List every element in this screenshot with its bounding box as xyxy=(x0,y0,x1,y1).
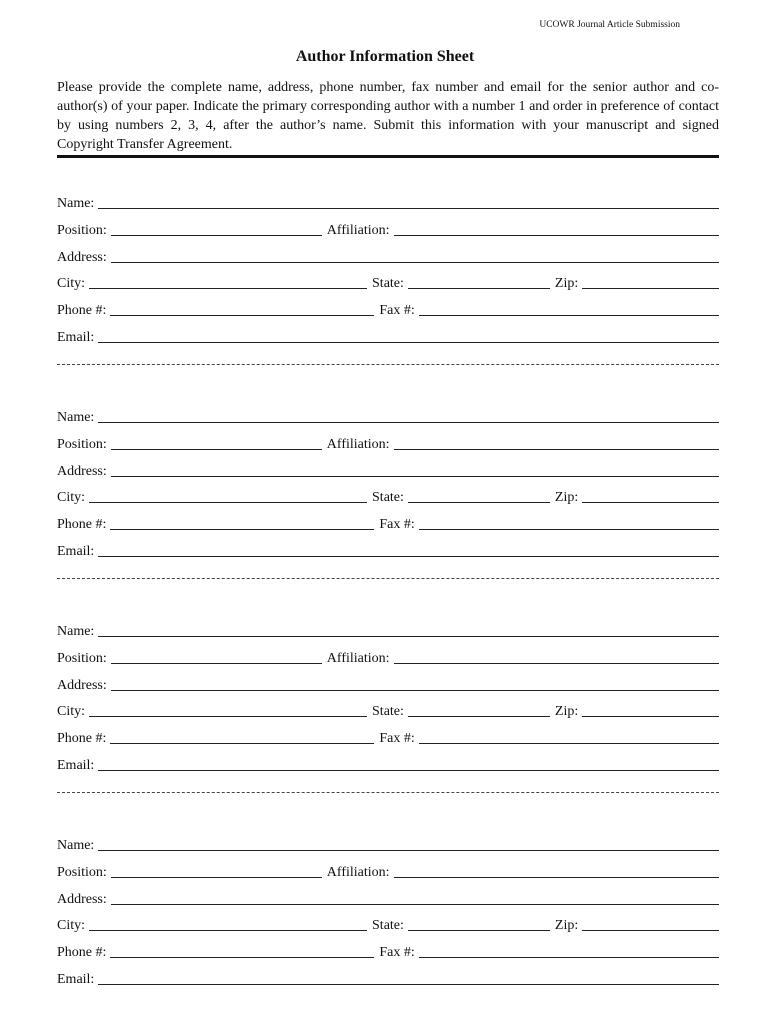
field-row xyxy=(57,888,719,908)
address-field[interactable] xyxy=(111,476,719,477)
fax-label: Fax #: xyxy=(379,303,415,318)
state-label: State: xyxy=(372,704,404,719)
field-row xyxy=(57,620,719,640)
zip-label: Zip: xyxy=(554,704,579,719)
city-label: City: xyxy=(57,490,86,505)
state-label: State: xyxy=(372,276,404,291)
phone-label: Phone #: xyxy=(57,945,107,960)
email-field[interactable] xyxy=(98,984,719,985)
field-row xyxy=(57,219,719,239)
field-row xyxy=(57,968,719,988)
state-field[interactable] xyxy=(408,502,550,503)
state-label: State: xyxy=(372,918,404,933)
field-row xyxy=(57,861,719,881)
affiliation-label: Affiliation: xyxy=(326,865,390,880)
email-label: Email: xyxy=(57,758,95,773)
position-field[interactable] xyxy=(111,449,322,450)
address-label: Address: xyxy=(57,678,107,693)
field-row xyxy=(57,941,719,961)
phone-field[interactable] xyxy=(110,743,374,744)
affiliation-label: Affiliation: xyxy=(326,223,390,238)
email-field[interactable] xyxy=(98,770,719,771)
city-field[interactable] xyxy=(89,288,367,289)
page-title: Author Information Sheet xyxy=(295,48,475,65)
section-divider xyxy=(57,578,719,579)
name-field[interactable] xyxy=(98,208,719,209)
fax-field[interactable] xyxy=(419,957,719,958)
name-label: Name: xyxy=(57,410,95,425)
state-field[interactable] xyxy=(408,930,550,931)
address-field[interactable] xyxy=(111,690,719,691)
city-field[interactable] xyxy=(89,930,367,931)
header-rule xyxy=(57,155,719,158)
header-note: UCOWR Journal Article Submission xyxy=(539,20,680,30)
field-row xyxy=(57,486,719,506)
position-label: Position: xyxy=(57,651,107,666)
zip-label: Zip: xyxy=(554,918,579,933)
field-row xyxy=(57,326,719,346)
field-row xyxy=(57,674,719,694)
phone-label: Phone #: xyxy=(57,731,107,746)
city-field[interactable] xyxy=(89,716,367,717)
field-row xyxy=(57,834,719,854)
field-row xyxy=(57,727,719,747)
affiliation-field[interactable] xyxy=(394,663,719,664)
field-row xyxy=(57,299,719,319)
address-field[interactable] xyxy=(111,262,719,263)
fax-label: Fax #: xyxy=(379,517,415,532)
field-row xyxy=(57,647,719,667)
affiliation-label: Affiliation: xyxy=(326,651,390,666)
address-label: Address: xyxy=(57,464,107,479)
zip-label: Zip: xyxy=(554,276,579,291)
phone-field[interactable] xyxy=(110,315,374,316)
address-label: Address: xyxy=(57,250,107,265)
field-row xyxy=(57,700,719,720)
name-field[interactable] xyxy=(98,422,719,423)
zip-field[interactable] xyxy=(582,288,719,289)
state-label: State: xyxy=(372,490,404,505)
affiliation-field[interactable] xyxy=(394,877,719,878)
phone-label: Phone #: xyxy=(57,517,107,532)
phone-field[interactable] xyxy=(110,957,374,958)
position-field[interactable] xyxy=(111,877,322,878)
section-divider xyxy=(57,364,719,365)
position-field[interactable] xyxy=(111,235,322,236)
phone-field[interactable] xyxy=(110,529,374,530)
name-field[interactable] xyxy=(98,636,719,637)
email-field[interactable] xyxy=(98,556,719,557)
field-row xyxy=(57,460,719,480)
fax-label: Fax #: xyxy=(379,731,415,746)
email-label: Email: xyxy=(57,972,95,987)
field-row xyxy=(57,513,719,533)
fax-field[interactable] xyxy=(419,743,719,744)
position-field[interactable] xyxy=(111,663,322,664)
field-row xyxy=(57,192,719,212)
zip-field[interactable] xyxy=(582,930,719,931)
address-label: Address: xyxy=(57,892,107,907)
instructions-paragraph: Please provide the complete name, address, phone number, fax number and email for the senior author and co-author(s) of your paper. Indicate the primary corresponding author with a number 1 and order in preference of contact by using numbers 2, 3, 4, after the author’s name. Submit this information with your manuscript and signed Copyright Transfer Agreement. xyxy=(57,80,719,152)
email-field[interactable] xyxy=(98,342,719,343)
zip-label: Zip: xyxy=(554,490,579,505)
affiliation-label: Affiliation: xyxy=(326,437,390,452)
field-row xyxy=(57,272,719,292)
state-field[interactable] xyxy=(408,288,550,289)
email-label: Email: xyxy=(57,544,95,559)
address-field[interactable] xyxy=(111,904,719,905)
fax-field[interactable] xyxy=(419,529,719,530)
email-label: Email: xyxy=(57,330,95,345)
affiliation-field[interactable] xyxy=(394,449,719,450)
section-divider xyxy=(57,792,719,793)
phone-label: Phone #: xyxy=(57,303,107,318)
field-row xyxy=(57,406,719,426)
field-row xyxy=(57,540,719,560)
state-field[interactable] xyxy=(408,716,550,717)
city-label: City: xyxy=(57,704,86,719)
zip-field[interactable] xyxy=(582,716,719,717)
zip-field[interactable] xyxy=(582,502,719,503)
name-label: Name: xyxy=(57,624,95,639)
field-row xyxy=(57,754,719,774)
field-row xyxy=(57,433,719,453)
position-label: Position: xyxy=(57,223,107,238)
name-label: Name: xyxy=(57,196,95,211)
city-label: City: xyxy=(57,276,86,291)
name-label: Name: xyxy=(57,838,95,853)
name-field[interactable] xyxy=(98,850,719,851)
city-label: City: xyxy=(57,918,86,933)
field-row xyxy=(57,914,719,934)
position-label: Position: xyxy=(57,437,107,452)
affiliation-field[interactable] xyxy=(394,235,719,236)
city-field[interactable] xyxy=(89,502,367,503)
field-row xyxy=(57,246,719,266)
fax-label: Fax #: xyxy=(379,945,415,960)
fax-field[interactable] xyxy=(419,315,719,316)
position-label: Position: xyxy=(57,865,107,880)
